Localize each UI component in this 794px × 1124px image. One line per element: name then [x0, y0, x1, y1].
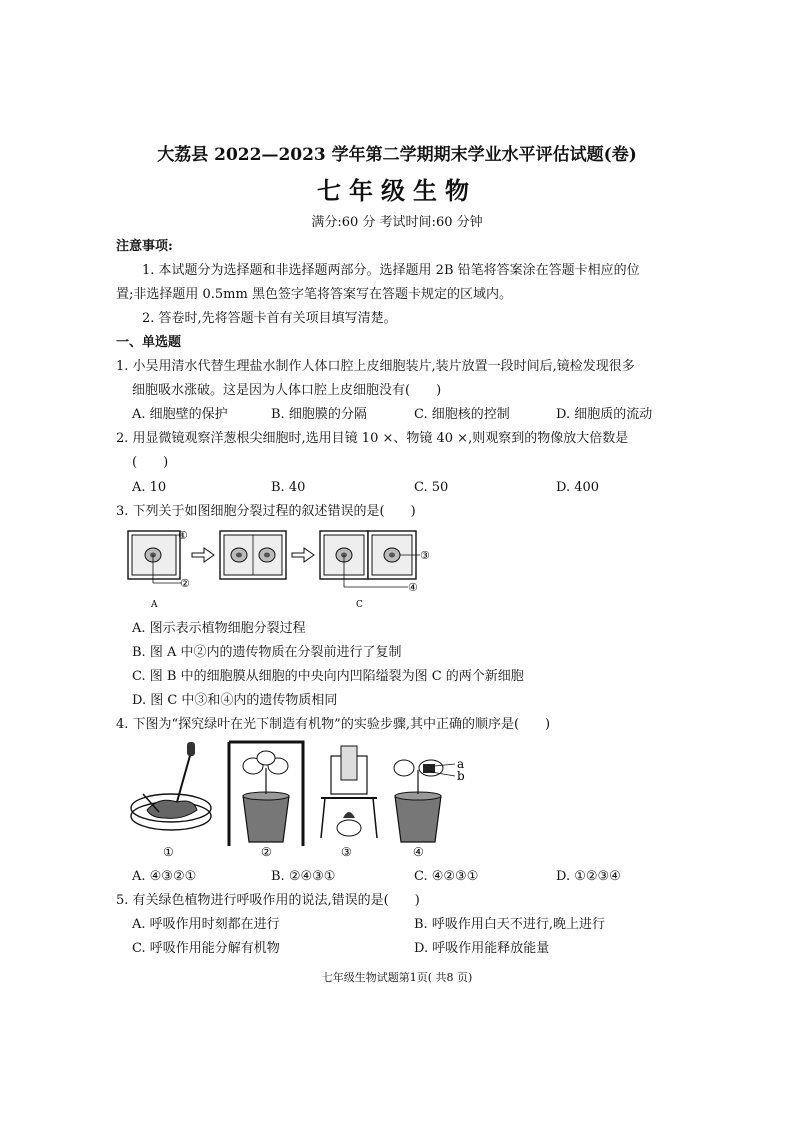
notice-heading: 注意事项: — [116, 239, 173, 254]
q3-option-d: D. 图 C 中③和④内的遗传物质相同 — [132, 693, 338, 708]
q4-option-b: B. ②④③① — [271, 869, 336, 884]
cell-a — [128, 531, 183, 583]
petri-dish-dropper — [131, 742, 211, 830]
arrow-icon — [292, 548, 314, 562]
q2-option-b: B. 40 — [271, 480, 306, 495]
notice-item-1-line-1: 1. 本试题分为选择题和非选择题两部分。选择题用 2B 铅笔将答案涂在答题卡相应的位 — [142, 263, 640, 278]
photosynthesis-experiment-figure — [125, 738, 495, 860]
cell-division-figure — [120, 525, 440, 615]
q5-option-b: B. 呼吸作用白天不进行,晚上进行 — [414, 917, 605, 932]
label-c: C — [356, 600, 363, 610]
water-bath-heating — [321, 746, 377, 838]
q3-option-b: B. 图 A 中②内的遗传物质在分裂前进行了复制 — [132, 645, 402, 660]
arrow-icon — [192, 548, 214, 562]
q1-stem-line-2: 细胞吸水涨破。这是因为人体口腔上皮细胞没有( ) — [132, 383, 442, 398]
q1-option-d: D. 细胞质的流动 — [556, 407, 653, 422]
q1-stem-line-1: 1. 小吴用清水代替生理盐水制作人体口腔上皮细胞装片,装片放置一段时间后,镜检发现很多 — [116, 359, 635, 374]
cell-b — [220, 531, 286, 579]
label-p2: ② — [261, 845, 272, 859]
q5-stem: 5. 有关绿色植物进行呼吸作用的说法,错误的是( ) — [116, 893, 420, 908]
q5-option-c: C. 呼吸作用能分解有机物 — [132, 941, 280, 956]
q5-option-a: A. 呼吸作用时刻都在进行 — [132, 917, 280, 932]
label-b-marker: b — [457, 769, 465, 783]
q2-option-d: D. 400 — [556, 480, 600, 495]
q2-stem-line-2: ( ) — [132, 455, 169, 470]
q2-stem-line-1: 2. 用显微镜观察洋葱根尖细胞时,选用目镜 10 ×、物镜 40 ×,则观察到的物像放大倍数是 — [116, 431, 629, 446]
notice-item-1-line-2: 置;非选择题用 0.5mm 黑色签字笔将答案写在答题卡规定的区域内。 — [116, 287, 512, 302]
exam-meta: 满分:60 分 考试时间:60 分钟 — [311, 215, 483, 230]
q4-option-d: D. ①②③④ — [556, 869, 621, 884]
q4-option-c: C. ④②③① — [414, 869, 479, 884]
label-p4: ④ — [413, 845, 424, 859]
label-2: ② — [180, 577, 190, 590]
q4-option-a: A. ④③②① — [132, 869, 197, 884]
label-4: ④ — [408, 581, 418, 594]
label-3: ③ — [420, 549, 430, 562]
section-heading: 一、单选题 — [116, 335, 182, 350]
subject-title: 七年级生物 — [317, 176, 477, 205]
label-1: ① — [178, 529, 188, 542]
q3-stem: 3. 下列关于如图细胞分裂过程的叙述错误的是( ) — [116, 504, 416, 519]
label-a-marker: a — [457, 757, 465, 771]
label-p1: ① — [163, 845, 174, 859]
q3-option-a: A. 图示表示植物细胞分裂过程 — [132, 621, 306, 636]
q5-option-d: D. 呼吸作用能释放能量 — [414, 941, 550, 956]
q2-option-c: C. 50 — [414, 480, 449, 495]
plant-with-covered-leaf — [394, 760, 455, 842]
q1-option-b: B. 细胞膜的分隔 — [271, 407, 367, 422]
plant-in-dark-box — [229, 742, 303, 846]
label-a: A — [151, 600, 158, 610]
exam-title: 大荔县 2022—2023 学年第二学期期末学业水平评估试题(卷) — [157, 145, 637, 165]
cell-c — [320, 531, 420, 587]
q2-option-a: A. 10 — [132, 480, 167, 495]
page-footer: 七年级生物试题第1页( 共8 页) — [321, 971, 473, 984]
q3-option-c: C. 图 B 中的细胞膜从细胞的中央向内凹陷缢裂为图 C 的两个新细胞 — [132, 669, 524, 684]
label-p3: ③ — [341, 845, 352, 859]
q1-option-c: C. 细胞核的控制 — [414, 407, 510, 422]
notice-item-2: 2. 答卷时,先将答题卡首有关项目填写清楚。 — [142, 311, 397, 326]
q1-option-a: A. 细胞壁的保护 — [132, 407, 228, 422]
q4-stem: 4. 下图为“探究绿叶在光下制造有机物”的实验步骤,其中正确的顺序是( ) — [116, 717, 551, 732]
